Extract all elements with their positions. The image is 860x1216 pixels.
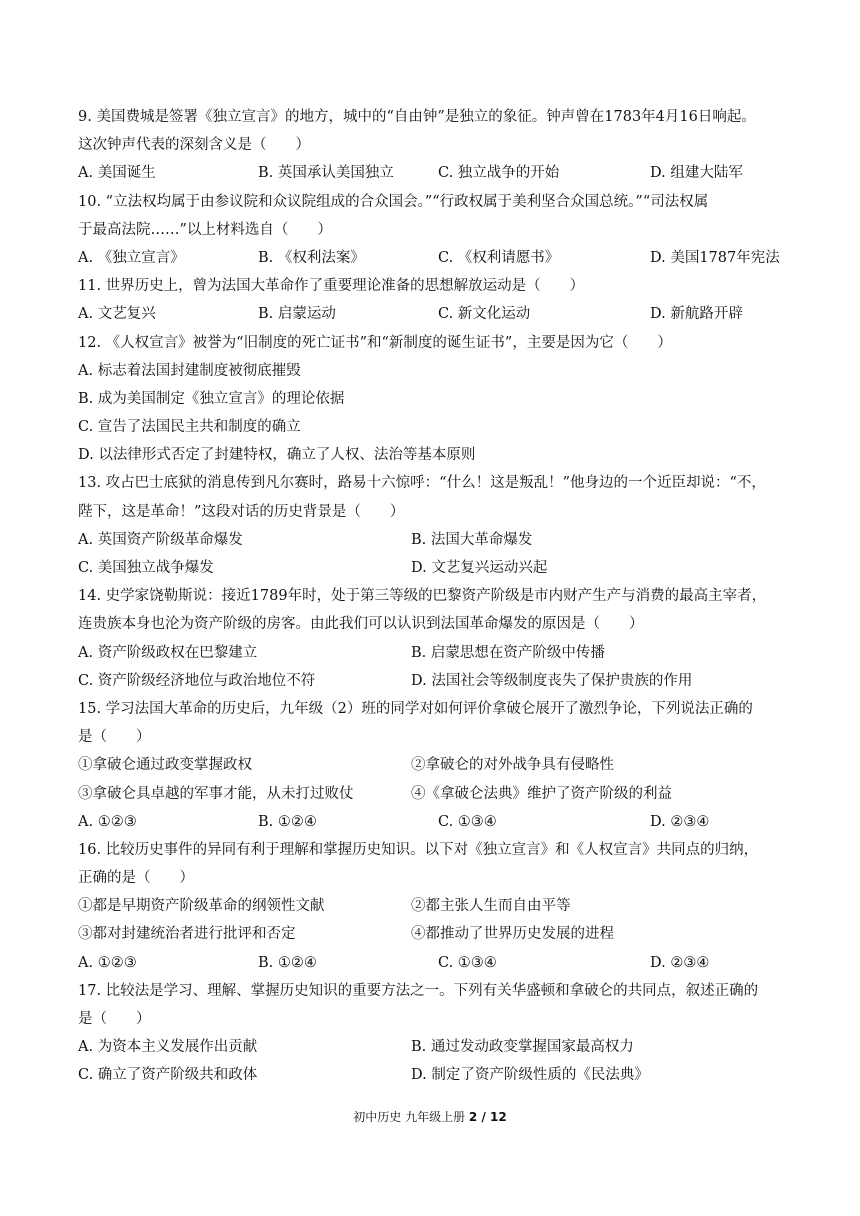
option-d: D. 以法律形式否定了封建特权，确立了人权、法治等基本原则 (78, 447, 476, 464)
question-13-stem: 13. 攻占巴士底狱的消息传到凡尔赛时，路易十六惊呼：“什么！这是叛乱！”他身边的一个近臣却说：“不， (78, 475, 766, 492)
option-c: C. 确立了资产阶级共和政体 (78, 1067, 258, 1084)
option-a: A. 资产阶级政权在巴黎建立 (78, 644, 258, 661)
option-b: B. ①②④ (258, 813, 317, 830)
option-c: C. 独立战争的开始 (438, 165, 560, 182)
option-d: D. 组建大陆军 (650, 165, 743, 182)
option-a: A. 标志着法国封建制度被彻底摧毁 (78, 362, 301, 379)
question-15-options (78, 808, 786, 836)
option-d: D. 美国1787年宪法 (650, 249, 780, 266)
question-15-stem: 15. 学习法国大革命的历史后，九年级（2）班的同学对如何评价拿破仑展开了激烈争论，下列说法正确的 (78, 700, 753, 717)
option-b: B. 启蒙思想在资产阶级中传播 (411, 644, 605, 661)
question-9-stem-cont: 这次钟声代表的深刻含义是（ ） (78, 137, 310, 154)
question-14-options-row1 (78, 639, 786, 667)
option-b: B. 英国承认美国独立 (258, 165, 394, 182)
option-c: C. ①③④ (438, 813, 497, 830)
option-c: C. 资产阶级经济地位与政治地位不符 (78, 672, 316, 689)
question-10-stem: 10. “立法权均属于由参议院和众议院组成的合众国会。”“行政权属于美利坚合众国总统。”“司法权属 (78, 193, 709, 210)
statement-2: ②都主张人生而自由平等 (411, 898, 571, 915)
question-9-stem: 9. 美国费城是签署《独立宣言》的地方，城中的“自由钟”是独立的象征。钟声曾在1783年4月16日响起。 (78, 109, 756, 125)
option-b: B. 启蒙运动 (258, 306, 336, 323)
question-11-stem: 11. 世界历史上，曾为法国大革命作了重要理论准备的思想解放运动是（ ） (78, 278, 585, 295)
option-b: B. ①②④ (258, 954, 317, 971)
option-d: D. 文艺复兴运动兴起 (411, 560, 548, 576)
question-16-options (78, 949, 786, 977)
option-b: B. 成为美国制定《独立宣言》的理论依据 (78, 390, 345, 407)
statement-4: ④都推动了世界历史发展的进程 (411, 926, 614, 943)
statement-4: ④《拿破仑法典》维护了资产阶级的利益 (411, 785, 672, 802)
question-14-stem: 14. 史学家饶勒斯说：接近1789年时，处于第三等级的巴黎资产阶级是市内财产生产与消费的最高主宰者， (78, 588, 767, 605)
question-15-statements-row2 (78, 780, 786, 808)
option-a: A. 《独立宣言》 (78, 249, 185, 266)
page-number: 2 / 12 (468, 1110, 507, 1124)
option-d: D. 法国社会等级制度丧失了保护贵族的作用 (411, 672, 693, 689)
option-a: A. ①②③ (78, 954, 137, 971)
option-b: B. 法国大革命爆发 (411, 531, 533, 548)
statement-3: ③拿破仑具卓越的军事才能，从未打过败仗 (78, 785, 354, 802)
question-10-options (78, 244, 786, 272)
page-footer (0, 1108, 860, 1125)
footer-subject: 初中历史 九年级上册 (353, 1110, 466, 1124)
statement-1: ①拿破仑通过政变掌握政权 (78, 757, 252, 774)
statement-2: ②拿破仑的对外战争具有侵略性 (411, 757, 614, 774)
option-a: A. 英国资产阶级革命爆发 (78, 531, 243, 548)
question-16-statements-row2 (78, 920, 786, 948)
question-13-options-row2 (78, 554, 786, 582)
question-17-options-row2 (78, 1061, 786, 1089)
question-17-stem-cont: 是（ ） (78, 1011, 151, 1027)
statement-1: ①都是早期资产阶级革命的纲领性文献 (78, 898, 325, 915)
question-16-stem: 16. 比较历史事件的异同有利于理解和掌握历史知识。以下对《独立宣言》和《人权宣言》共同点的归纳， (78, 841, 759, 858)
option-c: C. 宣告了法国民主共和制度的确立 (78, 419, 301, 436)
question-15-statements-row1 (78, 751, 786, 779)
option-b: B. 《权利法案》 (258, 249, 365, 266)
question-16-stem-cont: 正确的是（ ） (78, 870, 194, 887)
question-9-options (78, 159, 786, 187)
question-10-stem-cont: 于最高法院……”以上材料选自（ ） (78, 221, 332, 238)
option-a: A. 美国诞生 (78, 165, 156, 182)
question-13-options-row1 (78, 526, 786, 554)
option-d: D. 制定了资产阶级性质的《民法典》 (411, 1067, 649, 1084)
question-11-options (78, 300, 786, 328)
statement-3: ③都对封建统治者进行批评和否定 (78, 926, 296, 943)
option-c: C. 新文化运动 (438, 306, 531, 323)
question-12-stem: 12. 《人权宣言》被誉为“旧制度的死亡证书”和“新制度的诞生证书”，主要是因为它（ ） (78, 334, 672, 351)
option-c: C. 美国独立战争爆发 (78, 560, 214, 576)
question-13-stem-cont: 陛下，这是革命！”这段对话的历史背景是（ ） (78, 503, 405, 520)
question-14-stem-cont: 连贵族本身也沦为资产阶级的房客。由此我们可以认识到法国革命爆发的原因是（ ） (78, 616, 644, 633)
question-list (78, 103, 786, 1090)
option-a: A. ①②③ (78, 813, 137, 830)
question-14-options-row2 (78, 667, 786, 695)
question-17-stem: 17. 比较法是学习、理解、掌握历史知识的重要方法之一。下列有关华盛顿和拿破仑的共同点，叙述正确的 (78, 982, 759, 999)
option-d: D. ②③④ (650, 813, 710, 830)
option-a: A. 为资本主义发展作出贡献 (78, 1039, 258, 1056)
option-c: C. ①③④ (438, 954, 497, 971)
option-c: C. 《权利请愿书》 (438, 249, 560, 266)
option-d: D. 新航路开辟 (650, 306, 743, 323)
option-a: A. 文艺复兴 (78, 306, 156, 323)
question-17-options-row1 (78, 1033, 786, 1061)
question-16-statements-row1 (78, 892, 786, 920)
option-d: D. ②③④ (650, 954, 710, 971)
question-15-stem-cont: 是（ ） (78, 729, 151, 746)
option-b: B. 通过发动政变掌握国家最高权力 (411, 1039, 634, 1056)
